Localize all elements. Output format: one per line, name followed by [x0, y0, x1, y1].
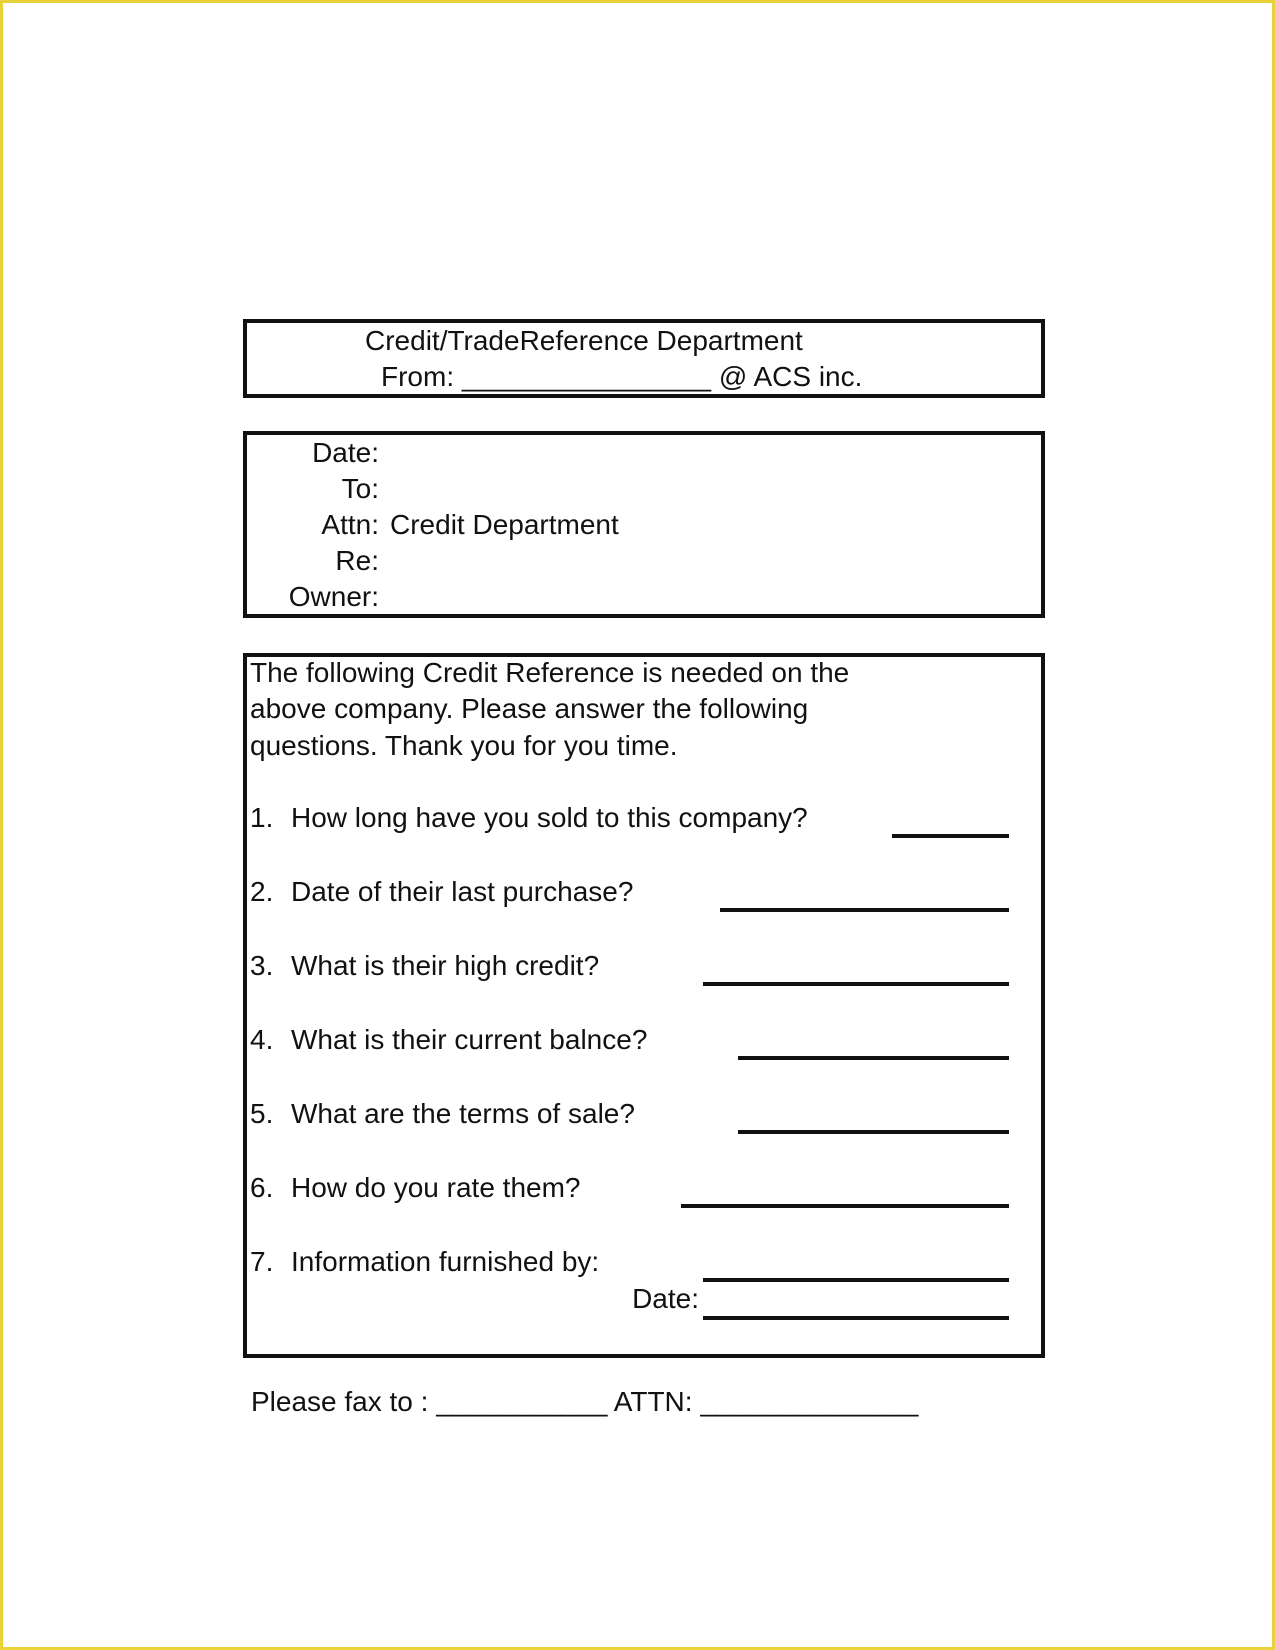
furnished-date-line[interactable] [703, 1316, 1009, 1320]
date-label: Date: [312, 437, 379, 468]
question-5-number: 5. [250, 1098, 274, 1129]
owner-label: Owner: [288, 581, 379, 612]
re-label: Re: [335, 545, 379, 576]
question-4-answer-line[interactable] [738, 1056, 1009, 1060]
question-6-text: How do you rate them? [291, 1172, 581, 1203]
to-label: To: [341, 473, 379, 504]
question-4-text: What is their current balnce? [291, 1024, 648, 1055]
header-from-line: From: ________________ @ ACS inc. [381, 361, 863, 392]
question-1-number: 1. [250, 802, 274, 833]
furnished-date-label: Date: [632, 1283, 699, 1314]
question-5-answer-line[interactable] [738, 1130, 1009, 1134]
question-2-answer-line[interactable] [720, 908, 1009, 912]
question-3-answer-line[interactable] [703, 982, 1009, 986]
question-2-text: Date of their last purchase? [291, 876, 634, 907]
question-5-text: What are the terms of sale? [291, 1098, 635, 1129]
question-6-answer-line[interactable] [681, 1204, 1009, 1208]
header-title: Credit/TradeReference Department [365, 325, 803, 356]
question-4-number: 4. [250, 1024, 274, 1055]
question-1-answer-line[interactable] [892, 834, 1009, 838]
question-2-number: 2. [250, 876, 274, 907]
question-3-text: What is their high credit? [291, 950, 600, 981]
intro-line-1: The following Credit Reference is needed on the [250, 657, 850, 688]
question-7-answer-line[interactable] [703, 1278, 1009, 1282]
question-7-number: 7. [250, 1246, 274, 1277]
intro-line-2: above company. Please answer the following [250, 693, 809, 724]
intro-line-3: questions. Thank you for you time. [250, 730, 678, 761]
attn-value: Credit Department [390, 509, 619, 540]
question-7-text: Information furnished by: [291, 1246, 600, 1277]
attn-label: Attn: [321, 509, 379, 540]
question-6-number: 6. [250, 1172, 274, 1203]
question-1-text: How long have you sold to this company? [291, 802, 808, 833]
question-3-number: 3. [250, 950, 274, 981]
fax-line: Please fax to : ___________ ATTN: ______________ [251, 1386, 919, 1417]
